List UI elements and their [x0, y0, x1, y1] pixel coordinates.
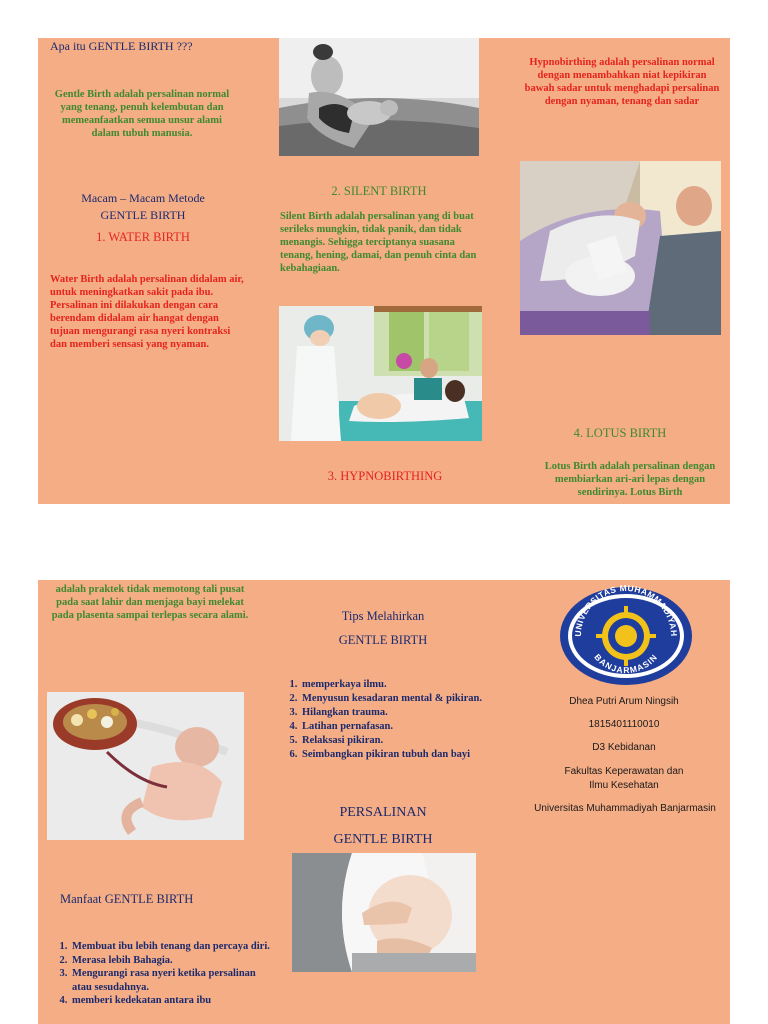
faculty-name: Fakultas Keperawatan dan Ilmu Kesehatan [564, 766, 684, 791]
logo-text-top: UNIVERSITAS MUHAMMADIYAH [572, 584, 680, 637]
list-item: 2. Merasa lebih Bahagia. [70, 954, 275, 968]
list-item: 4. Latihan pernafasan. [300, 720, 510, 734]
water-birth-heading: 1. WATER BIRTH [96, 230, 190, 244]
list-item: 4. memberi kedekatan antara ibu [70, 994, 275, 1008]
list-item: 3. Mengurangi rasa nyeri ketika persalinan atau sesudahnya. [70, 967, 275, 994]
hypnobirthing-text: Hypnobirthing adalah persalinan normal dengan menambahkan niat kepikiran bawah sadar untuk menghadapi persalinan dengan nyaman, tenang dan sadar [524, 57, 720, 107]
svg-text:BANJARMASIN [592, 652, 659, 675]
hypnobirthing-photo [520, 161, 721, 335]
list-item: 2. Menyusun kesadaran mental & pikiran. [300, 692, 510, 706]
brochure-page-1 [38, 38, 730, 504]
silent-birth-photo [279, 306, 482, 441]
list-item: 5. Relaksasi pikiran. [300, 734, 510, 748]
list-item: 1. Membuat ibu lebih tenang dan percaya diri. [70, 940, 275, 954]
gentle-birth-intro: Gentle Birth adalah persalinan normal yang tenang, penuh kelembutan dan memeanfaatkan semua unsur alami dalam tubuh manusia. [54, 89, 230, 139]
persalinan-title-line2: GENTLE BIRTH [333, 832, 433, 847]
persalinan-title-line1: PERSALINAN [339, 805, 427, 820]
author-name: Dhea Putri Arum Ningsih [569, 696, 679, 707]
logo-text-bottom: BANJARMASIN [592, 651, 660, 676]
manfaat-title: Manfaat GENTLE BIRTH [60, 892, 194, 906]
university-logo [557, 584, 695, 686]
lotus-birth-photo [47, 692, 244, 840]
water-birth-photo [279, 38, 479, 156]
persalinan-title [278, 799, 488, 853]
list-item: 3. Hilangkan trauma. [300, 706, 510, 720]
methods-title-line1: Macam – Macam Metode [81, 191, 205, 205]
silent-birth-heading: 2. SILENT BIRTH [331, 184, 427, 198]
tips-list [282, 678, 510, 762]
tips-title [278, 604, 488, 652]
pregnancy-photo [292, 853, 476, 972]
study-program: D3 Kebidanan [592, 742, 656, 753]
hypnobirthing-heading: 3. HYPNOBIRTHING [327, 469, 443, 483]
lotus-birth-heading: 4. LOTUS BIRTH [573, 426, 667, 440]
methods-title [48, 190, 238, 224]
lotus-birth-text-continued: adalah praktek tidak memotong tali pusat pada saat lahir dan menjaga bayi melekat pada plasenta sampai terlepas secara alami. [51, 584, 249, 621]
brochure-page-2 [38, 580, 730, 1024]
list-item: 1. memperkaya ilmu. [300, 678, 510, 692]
manfaat-list [52, 940, 275, 1008]
lotus-birth-text: Lotus Birth adalah persalinan dengan membiarkan ari-ari lepas dengan sendirinya. Lotus Birth [544, 461, 716, 498]
author-id: 1815401110010 [588, 719, 660, 730]
question-title: Apa itu GENTLE BIRTH ??? [50, 39, 193, 53]
silent-birth-text: Silent Birth adalah persalinan yang di buat serileks mungkin, tidak panik, dan tidak menangis. Sehigga terciptanya suasana tenang, hening, damai, dan penuh cinta dan kebahagiaan. [280, 211, 477, 274]
tips-title-line1: Tips Melahirkan [341, 609, 425, 623]
methods-title-line2: GENTLE BIRTH [100, 208, 186, 222]
svg-text:UNIVERSITAS MUHAMMADIYAH [573, 584, 679, 637]
logo-text-layer [557, 584, 695, 686]
water-birth-text: Water Birth adalah persalinan didalam air, untuk meningkatkan sakit pada ibu. Persalinan ini dilakukan dengan cara berendam didalam air hangat dengan tujuan mengurangi rasa nyeri kontraksi dan memberi sensasi yang nyaman. [50, 274, 244, 350]
university-name: Universitas Muhammadiyah Banjarmasin [534, 803, 716, 814]
tips-title-line2: GENTLE BIRTH [338, 633, 428, 647]
list-item: 6. Seimbangkan pikiran tubuh dan bayi [300, 748, 510, 762]
